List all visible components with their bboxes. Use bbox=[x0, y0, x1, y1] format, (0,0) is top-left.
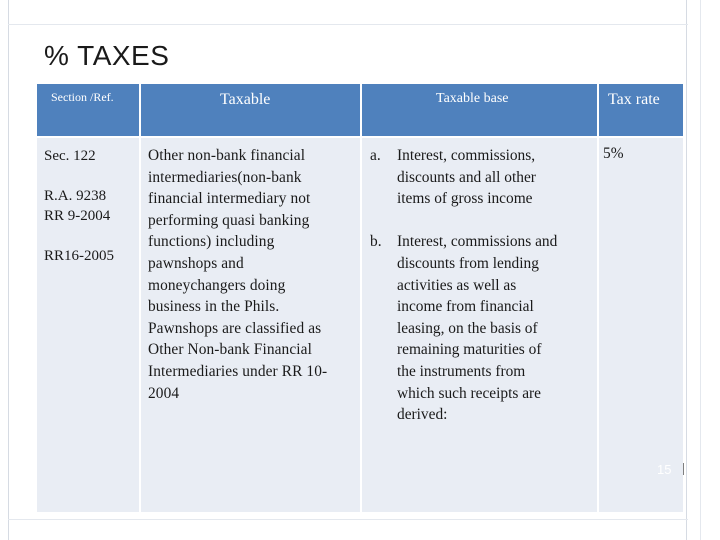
tax-rate-value: 5% bbox=[603, 145, 624, 162]
taxable-base-line: remaining maturities of bbox=[397, 341, 542, 359]
taxable-base-line: activities as well as bbox=[397, 276, 517, 294]
taxable-base-line: discounts and all other bbox=[397, 168, 536, 186]
cell-taxable-base bbox=[362, 138, 597, 512]
taxable-line: moneychangers doing bbox=[148, 276, 286, 294]
header-taxable bbox=[141, 84, 360, 136]
taxable-base-line: Interest, commissions, bbox=[397, 147, 536, 164]
cell-section-ref bbox=[37, 138, 139, 512]
taxable-base-item bbox=[370, 145, 597, 210]
tax-table bbox=[37, 84, 683, 512]
taxable-base-line: which such receipts are bbox=[397, 384, 542, 402]
ref-ra-9238: R.A. 9238 bbox=[44, 188, 107, 204]
header-section-ref bbox=[37, 84, 139, 136]
taxable-base-line: items of gross income bbox=[397, 190, 533, 208]
taxable-base-list bbox=[362, 138, 597, 426]
taxable-line: Other non-bank financial bbox=[148, 147, 306, 164]
slide-frame-left bbox=[8, 0, 9, 540]
header-taxable-label: Taxable bbox=[220, 91, 271, 108]
slide-title: % TAXES bbox=[44, 40, 170, 71]
taxable-base-line: leasing, on the basis of bbox=[397, 319, 538, 337]
header-taxable-base bbox=[362, 84, 597, 136]
ref-rr-9-2004: RR 9-2004 bbox=[44, 208, 111, 224]
taxable-line: 2004 bbox=[148, 384, 180, 402]
taxable-line: intermediaries(non-bank bbox=[148, 168, 302, 186]
taxable-base-line: income from financial bbox=[397, 298, 534, 316]
header-taxable-base-label: Taxable base bbox=[436, 91, 509, 106]
page-number: 15 bbox=[657, 462, 672, 477]
taxable-line: pawnshops and bbox=[148, 254, 244, 272]
header-tax-rate-label: Tax rate bbox=[608, 91, 660, 108]
taxable-base-line: the instruments from bbox=[397, 362, 526, 380]
list-marker: a. bbox=[370, 147, 381, 164]
cell-taxable bbox=[141, 138, 360, 512]
header-tax-rate bbox=[599, 84, 683, 136]
cell-tax-rate bbox=[599, 138, 683, 512]
taxable-line: functions) including bbox=[148, 233, 275, 251]
taxable-line: business in the Phils. bbox=[148, 298, 280, 316]
taxable-base-line: Interest, commissions and bbox=[397, 233, 558, 251]
slide-frame-right-outer bbox=[700, 0, 701, 540]
page-number-divider bbox=[683, 463, 684, 475]
taxable-line: financial intermediary not bbox=[148, 190, 311, 208]
slide-frame-bottom bbox=[8, 519, 688, 520]
list-marker: b. bbox=[370, 233, 382, 251]
ref-sec-122: Sec. 122 bbox=[44, 148, 96, 164]
header-section-ref-label: Section /Ref. bbox=[51, 90, 114, 104]
taxable-base-line: derived: bbox=[397, 406, 448, 424]
slide-frame-right bbox=[686, 0, 687, 540]
slide-frame-top bbox=[8, 24, 688, 25]
taxable-line: Pawnshops are classified as bbox=[148, 319, 322, 337]
taxable-line: Intermediaries under RR 10- bbox=[148, 362, 328, 380]
ref-rr16-2005: RR16-2005 bbox=[44, 248, 115, 264]
taxable-line: performing quasi banking bbox=[148, 211, 310, 229]
taxable-base-item bbox=[370, 231, 597, 425]
taxable-base-line: discounts from lending bbox=[397, 254, 539, 272]
taxable-text bbox=[141, 138, 360, 404]
taxable-line: Other Non-bank Financial bbox=[148, 341, 312, 359]
